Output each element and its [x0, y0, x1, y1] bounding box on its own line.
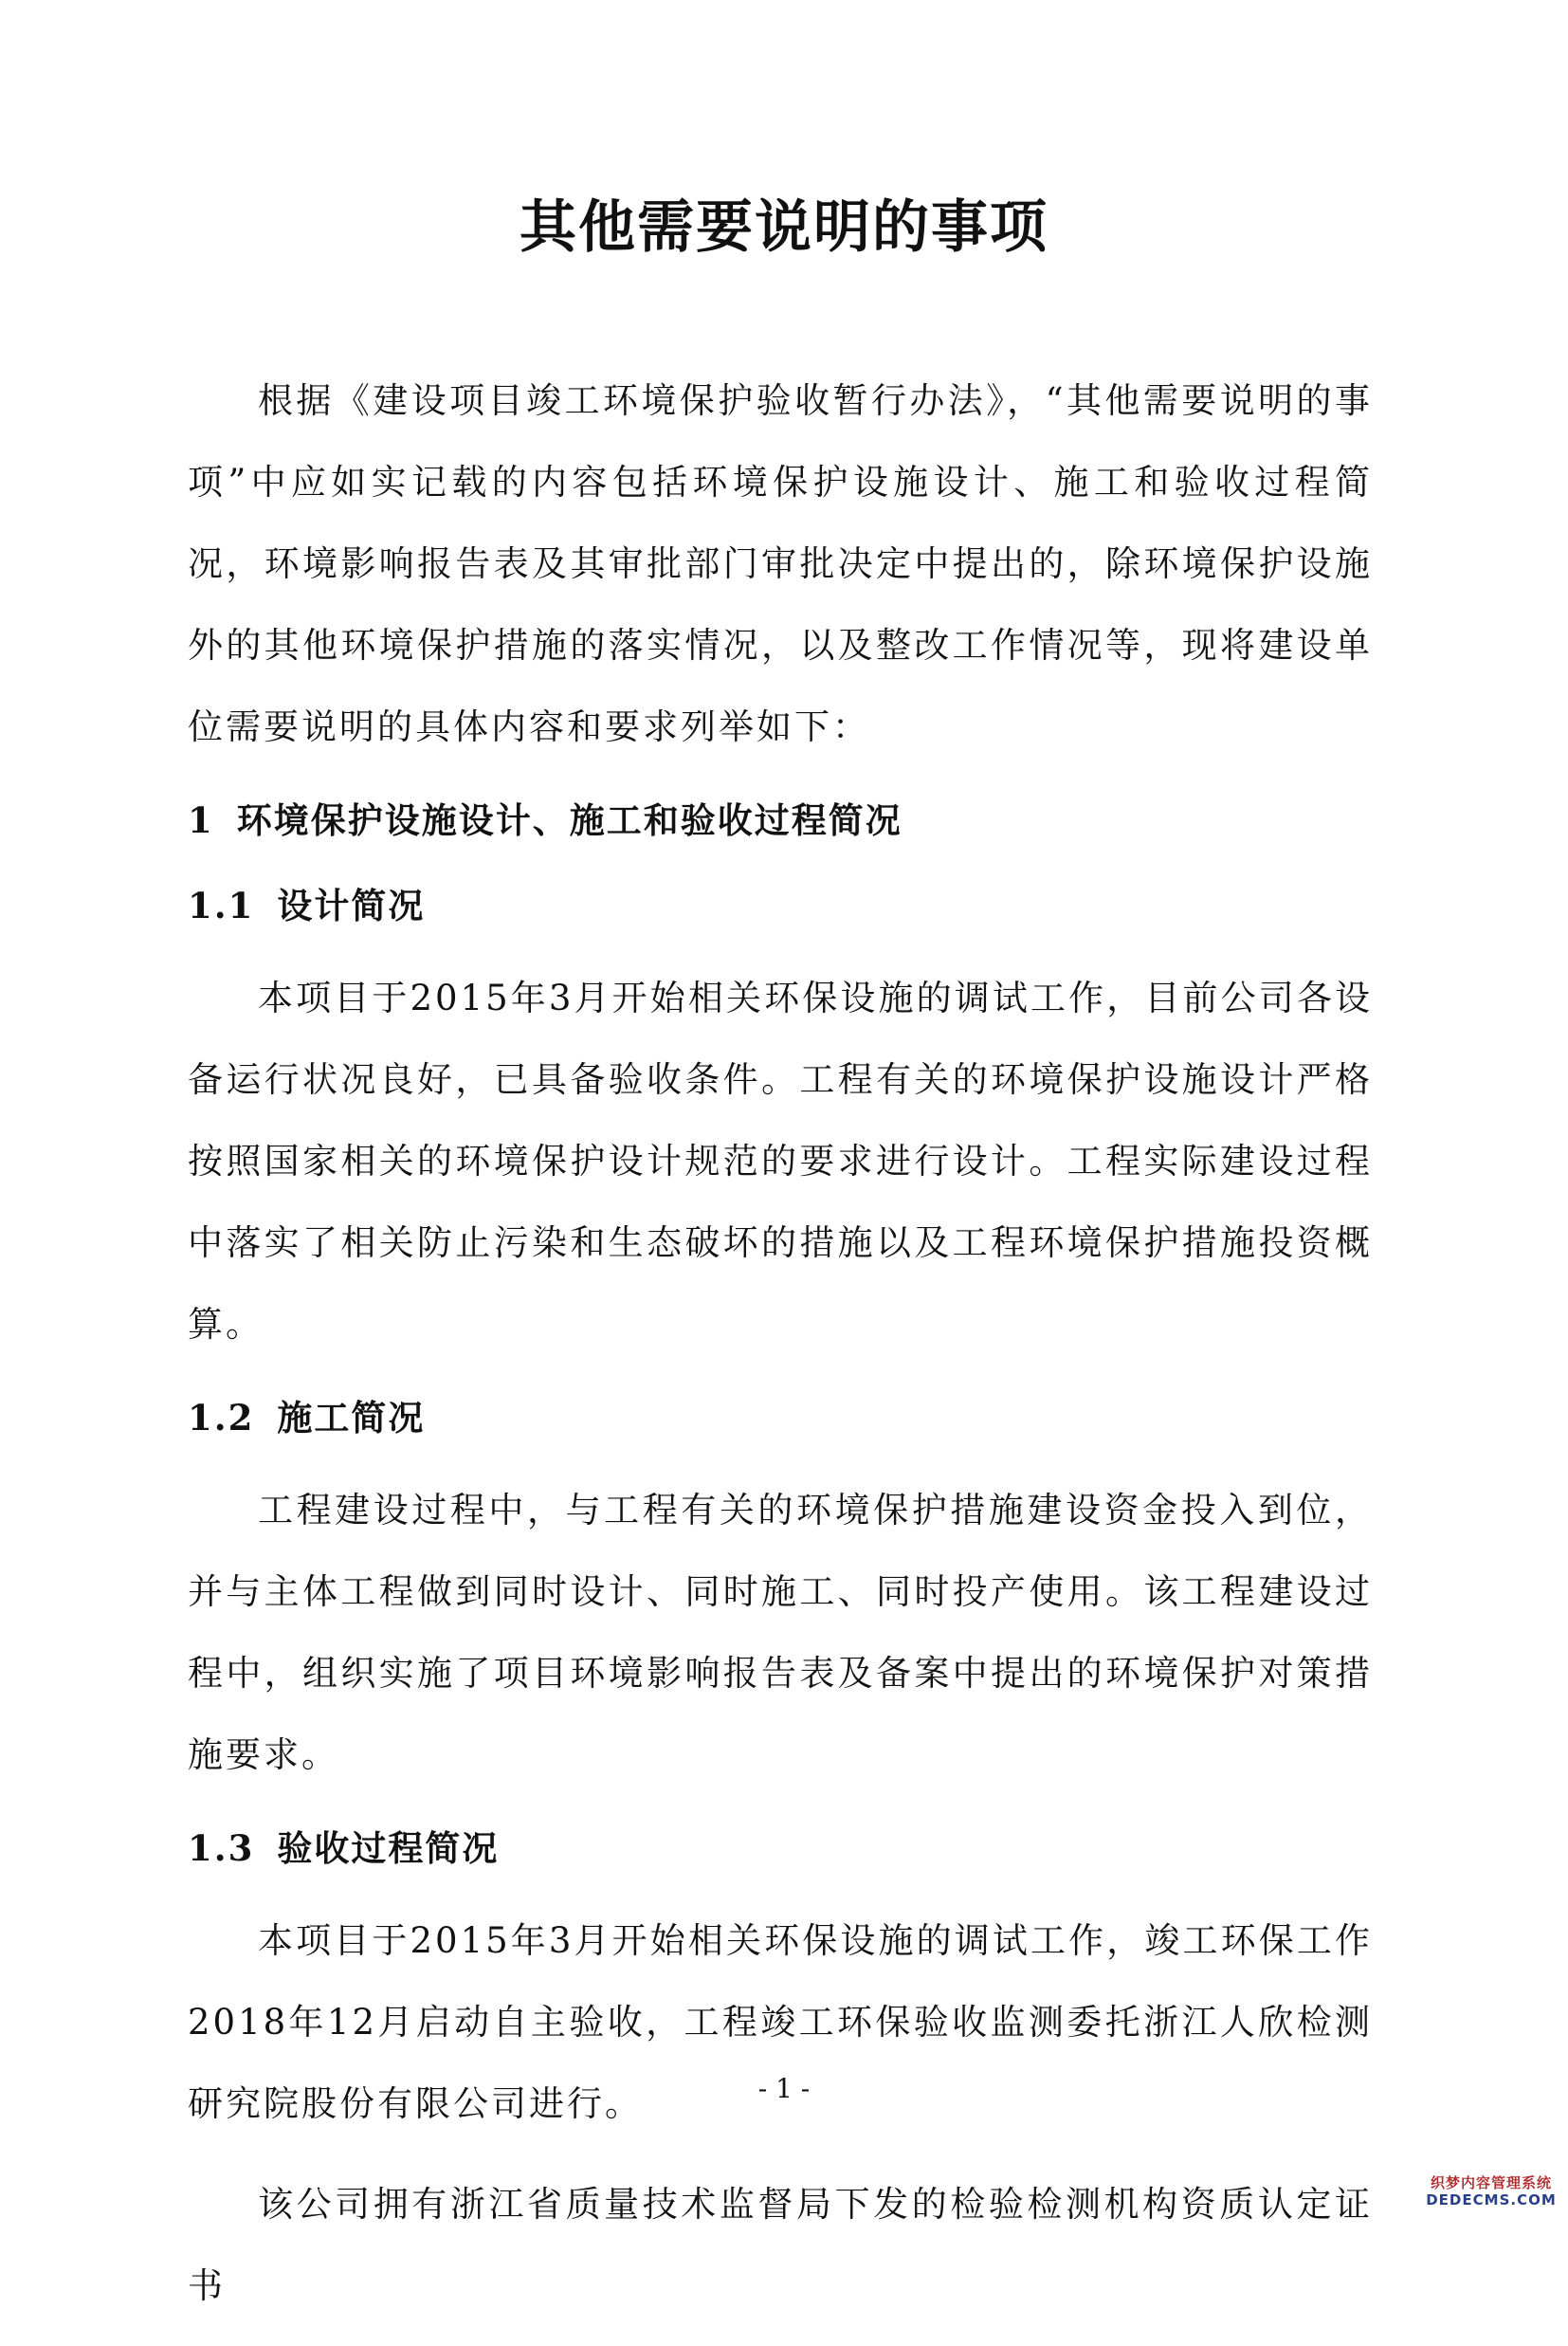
document-body [188, 360, 1373, 2346]
document-title: 其他需要说明的事项 [520, 194, 1048, 261]
watermark-logo [1420, 2174, 1562, 2209]
section-1-3-title: 验收过程简况 [277, 1827, 500, 1869]
page-number: - 1 - [757, 2073, 811, 2104]
section-1-2-paragraph: 工程建设过程中，与工程有关的环境保护措施建设资金投入到位，并与主体工程做到同时设计、同时施工、同时投产使用。该工程建设过程中，组织实施了项目环境影响报告表及备案中提出的环境保护对策措施要求。 [188, 1490, 1373, 1775]
section-1-2-title: 施工简况 [277, 1397, 426, 1439]
section-1-1-paragraph: 本项目于2015年3月开始相关环保设施的调试工作，目前公司各设备运行状况良好，已具备验收条件。工程有关的环境保护设施设计严格按照国家相关的环境保护设计规范的要求进行设计。工程实际建设过程中落实了相关防止污染和生态破坏的措施以及工程环境保护措施投资概算。 [188, 978, 1373, 1345]
section-1-3-paragraph-2: 该公司拥有浙江省质量技术监督局下发的检验检测机构资质认定证书 [188, 2184, 1373, 2306]
watermark-line-2: DEDECMS.COM [1426, 2191, 1557, 2209]
section-1-1-heading [188, 872, 1373, 939]
section-1-number: 1 [188, 799, 214, 841]
section-1-2-heading [188, 1384, 1373, 1451]
intro-paragraph: 根据《建设项目竣工环境保护验收暂行办法》，“其他需要说明的事项”中应如实记载的内容包括环境保护设施设计、施工和验收过程简况，环境影响报告表及其审批部门审批决定中提出的，除环境保护设施外的其他环境保护措施的落实情况，以及整改工作情况等，现将建设单位需要说明的具体内容和要求列举如下： [188, 380, 1373, 747]
section-1-title: 环境保护设施设计、施工和验收过程简况 [236, 799, 903, 841]
section-1-3-number: 1.3 [188, 1827, 255, 1869]
section-1-1-number: 1.1 [188, 885, 255, 926]
section-1-1-title: 设计简况 [277, 885, 426, 926]
section-1-3-paragraph: 本项目于2015年3月开始相关环保设施的调试工作，竣工环保工作2018年12月启动自主验收，工程竣工环保验收监测委托浙江人欣检测研究院股份有限公司进行。 [188, 1920, 1373, 2124]
section-1-2-number: 1.2 [188, 1397, 255, 1439]
watermark-line-1: 织梦内容管理系统 [1430, 2174, 1552, 2191]
section-1-heading [188, 787, 1373, 853]
section-1-3-heading [188, 1815, 1373, 1881]
